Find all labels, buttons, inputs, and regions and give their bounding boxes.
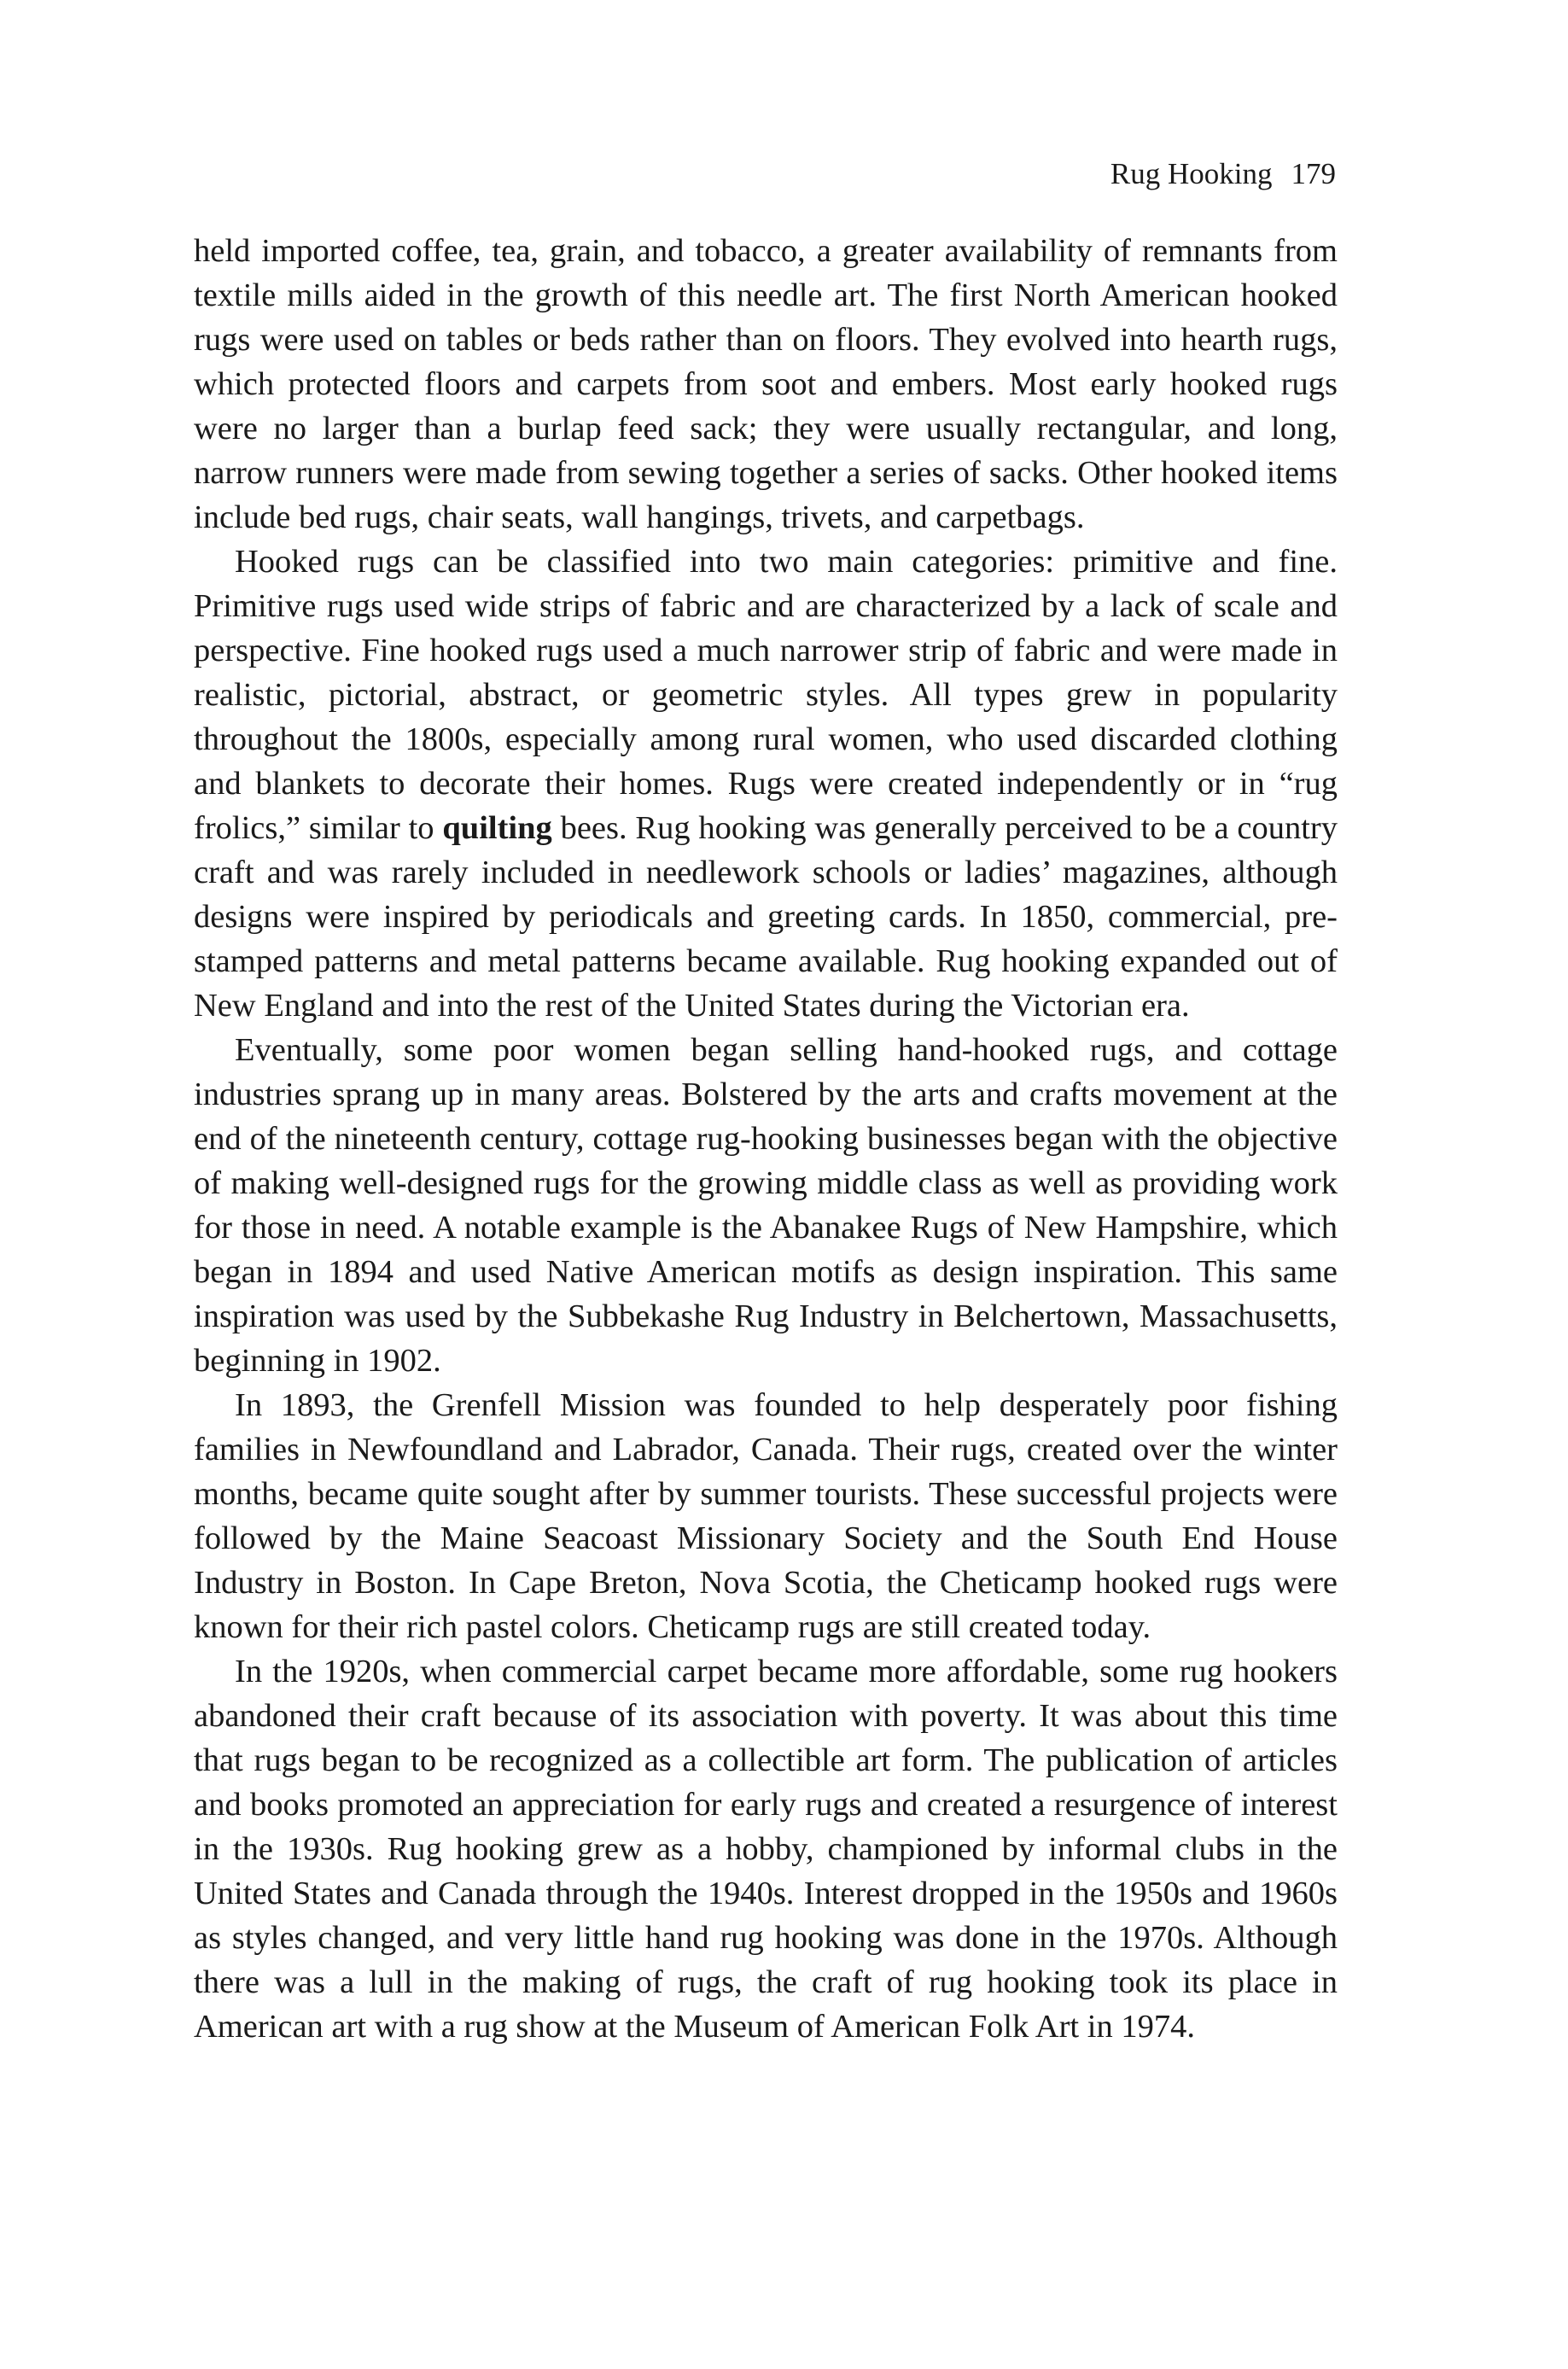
paragraph-continuation: held imported coffee, tea, grain, and tobacco, a greater availability of remnants from textile mills aided in the growth of this needle art. The first North American hooked rugs were used on tables or beds rather than on floors. They evolved into hearth rugs, which protected floors and carpets from soot and embers. Most early hooked rugs were no larger than a burlap feed sack; they were usually rectangular, and long, narrow runners were made from sewing together a series of sacks. Other hooked items include bed rugs, chair seats, wall hangings, trivets, and carpetbags. (194, 233, 1338, 535)
paragraph-categories (194, 540, 1338, 1028)
paragraph-text: bees. Rug hooking was generally perceived to be a country craft and was rarely included in needlework schools or ladies’ magazines, although designs were inspired by periodicals and greeting cards. In 1850, commercial, pre-stamped patterns and metal patterns became available. Rug hooking expanded out of New England and into the rest of the United States during the Victorian era. (194, 810, 1338, 1024)
paragraph-text: Hooked rugs can be classified into two main categories: primitive and fine. Primitive rugs used wide strips of fabric and are characterized by a lack of scale and perspective. Fine hooked rugs used a much narrower strip of fabric and were made in realistic, pictorial, abstract, or geometric styles. All types grew in popularity throughout the 1800s, especially among rural women, who used discarded clothing and blankets to decorate their homes. Rugs were created independently or in “rug frolics,” similar to (194, 544, 1338, 846)
cross-reference-term: quilting (442, 810, 552, 846)
page-number: 179 (1291, 157, 1336, 190)
running-head (1110, 155, 1336, 193)
running-title: Rug Hooking (1110, 157, 1273, 190)
paragraph-cottage-industries: Eventually, some poor women began selling hand-hooked rugs, and cottage industries sprang up in many areas. Bolstered by the arts and crafts movement at the end of the nineteenth century, cottage rug-hooking businesses began with the objective of making well-designed rugs for the growing middle class as well as providing work for those in need. A notable example is the Abanakee Rugs of New Hampshire, which began in 1894 and used Native American motifs as design inspiration. This same inspiration was used by the Subbekashe Rug Industry in Belchertown, Massachusetts, beginning in 1902. (194, 1032, 1338, 1379)
paragraph-1920s: In the 1920s, when commercial carpet became more affordable, some rug hookers abandoned their craft because of its association with poverty. It was about this time that rugs began to be recognized as a collectible art form. The publication of articles and books promoted an appreciation for early rugs and created a resurgence of interest in the 1930s. Rug hooking grew as a hobby, championed by informal clubs in the United States and Canada through the 1940s. Interest dropped in the 1950s and 1960s as styles changed, and very little hand rug hooking was done in the 1970s. Although there was a lull in the making of rugs, the craft of rug hooking took its place in American art with a rug show at the Museum of American Folk Art in 1974. (194, 1654, 1338, 2045)
paragraph-grenfell-mission: In 1893, the Grenfell Mission was founded to help desperately poor fishing families in Newfoundland and Labrador, Canada. Their rugs, created over the winter months, became quite sought after by summer tourists. These successful projects were followed by the Maine Seacoast Missionary Society and the South End House Industry in Boston. In Cape Breton, Nova Scotia, the Cheticamp hooked rugs were known for their rich pastel colors. Cheticamp rugs are still created today. (194, 1387, 1338, 1645)
body-text (194, 229, 1338, 2049)
